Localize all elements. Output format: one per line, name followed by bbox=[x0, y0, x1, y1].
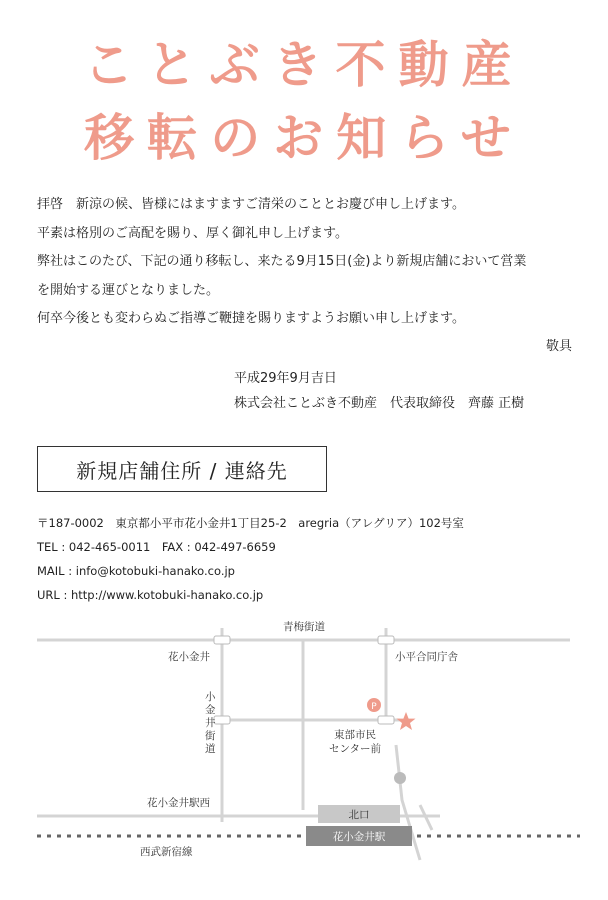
label-ome-kaido: 青梅街道 bbox=[283, 621, 325, 633]
closing-word: 敬具 bbox=[545, 339, 572, 354]
url-text[interactable]: URL : http://www.kotobuki-hanako.co.jp bbox=[37, 588, 264, 602]
bus-stop-icon bbox=[394, 772, 406, 784]
letter-date: 平成29年9月吉日 bbox=[234, 371, 337, 386]
letter-line: 平素は格別のご高配を賜り、厚く御礼申し上げます。 bbox=[37, 225, 348, 241]
label-stop-2: センター前 bbox=[328, 743, 382, 755]
label-station-west: 花小金井駅西 bbox=[147, 797, 210, 809]
label-hanakoganei: 花小金井 bbox=[168, 651, 210, 663]
location-map bbox=[0, 610, 608, 900]
letter-signature: 株式会社ことぶき不動産 代表取締役 齊藤 正樹 bbox=[234, 396, 525, 411]
label-kodaira-chosha: 小平合同庁舎 bbox=[395, 651, 458, 663]
letter-line: 拝啓 新涼の候、皆様にはますますご清栄のこととお慶び申し上げます。 bbox=[37, 197, 465, 212]
section-heading: 新規店舗住所 / 連絡先 bbox=[37, 446, 327, 492]
letter-body bbox=[37, 191, 577, 334]
address-text: 〒187-0002 東京都小平市花小金井1丁目25-2 aregria（アレグリア）102号室 bbox=[37, 516, 464, 530]
roads bbox=[37, 628, 570, 860]
label-railway: 西武新宿線 bbox=[140, 846, 193, 858]
title-line-2: 移転のお知らせ bbox=[84, 109, 524, 167]
letter-line: 弊社はこのたび、下記の通り移転し、来たる9月15日(金)より新規店舗において営業 bbox=[37, 254, 527, 269]
tel-fax-text: TEL : 042-465-0011 FAX : 042-497-6659 bbox=[37, 540, 276, 554]
title-line-1: ことぶき不動産 bbox=[83, 36, 525, 94]
letter-line: 何卒今後とも変わらぬご指導ご鞭撻を賜りますようお願い申し上げます。 bbox=[37, 311, 465, 326]
station-name: 花小金井駅 bbox=[332, 831, 386, 843]
contact-info bbox=[37, 511, 464, 607]
label-stop-1: 東部市民 bbox=[334, 729, 376, 741]
exit-label: 北口 bbox=[348, 809, 370, 821]
signature-block bbox=[234, 366, 524, 416]
mail-text[interactable]: MAIL : info@kotobuki-hanako.co.jp bbox=[37, 564, 235, 578]
parking-label: P bbox=[371, 702, 377, 712]
letter-line: を開始する運びとなりました。 bbox=[37, 282, 220, 298]
label-koganei-kaido: 小金井街道 bbox=[205, 691, 216, 755]
